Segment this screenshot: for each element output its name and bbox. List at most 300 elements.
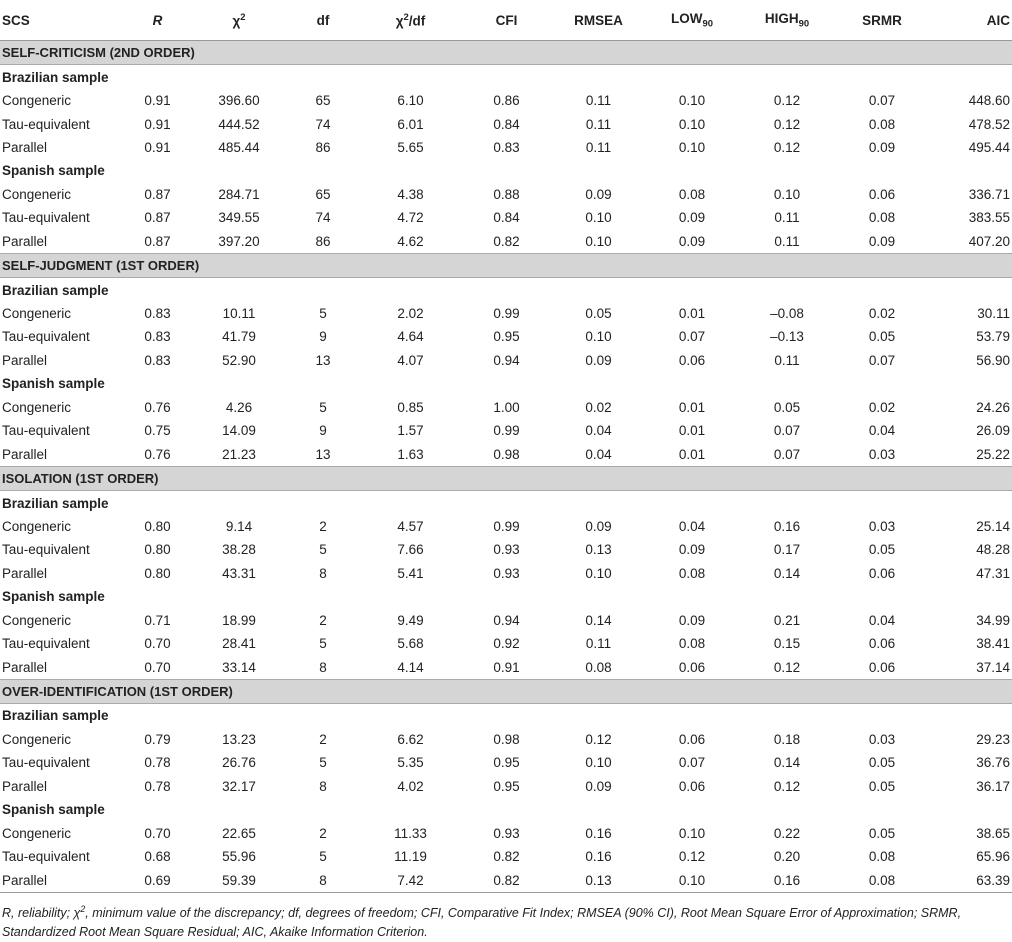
cell-low: 0.08 bbox=[678, 636, 706, 652]
table-row bbox=[0, 206, 1012, 229]
cell-aic: 38.41 bbox=[976, 636, 1010, 652]
cell-rmsea: 0.02 bbox=[585, 399, 612, 415]
cell-rmsea: 0.11 bbox=[585, 116, 612, 132]
cell-chi2df: 1.63 bbox=[397, 446, 424, 462]
sample-title: Spanish sample bbox=[2, 376, 105, 392]
cell-df: 9 bbox=[319, 329, 327, 345]
cell-r: 0.80 bbox=[144, 542, 171, 558]
col-chi2-df: $\chi^2/df$ bbox=[353, 0, 468, 41]
cell-df: 5 bbox=[319, 636, 327, 652]
cell-chi2df: 11.19 bbox=[394, 849, 427, 865]
model-name-cell: Tau-equivalent bbox=[2, 423, 90, 439]
cell-aic: 36.17 bbox=[976, 778, 1010, 794]
cell-srmr: 0.04 bbox=[868, 612, 896, 628]
col-cfi: CFI bbox=[468, 0, 545, 41]
cell-srmr: 0.05 bbox=[868, 778, 896, 794]
col-aic: AIC bbox=[922, 0, 1012, 41]
cell-df: 5 bbox=[319, 399, 327, 415]
cell-r: 0.68 bbox=[144, 849, 171, 865]
cell-r: 0.83 bbox=[144, 329, 171, 345]
model-name-cell: Parallel bbox=[2, 778, 48, 794]
sample-title: Brazilian sample bbox=[2, 282, 109, 298]
section-header-row bbox=[0, 466, 1012, 490]
cell-srmr: 0.05 bbox=[868, 825, 896, 841]
table-row bbox=[0, 89, 1012, 112]
cell-rmsea: 0.10 bbox=[585, 755, 612, 771]
cell-low: 0.10 bbox=[652, 868, 732, 892]
cell-chi2: 38.28 bbox=[222, 542, 256, 558]
cell-chi2df: 4.38 bbox=[397, 186, 424, 202]
cell-low: 0.09 bbox=[678, 542, 706, 558]
cell-low: 0.06 bbox=[678, 659, 706, 675]
cell-chi2: 41.79 bbox=[222, 329, 256, 345]
cell-low: 0.06 bbox=[678, 731, 706, 747]
sample-title: Spanish sample bbox=[2, 802, 105, 818]
cell-aic: 65.96 bbox=[976, 849, 1010, 865]
cell-high: 0.10 bbox=[773, 186, 801, 202]
cell-aic: 448.60 bbox=[968, 93, 1010, 109]
cell-rmsea: 0.14 bbox=[585, 612, 612, 628]
cell-aic: 37.14 bbox=[976, 659, 1010, 675]
cell-srmr: 0.07 bbox=[868, 93, 896, 109]
model-name-cell: Parallel bbox=[2, 446, 48, 462]
table-footnote: R, reliability; $\chi^2$, minimum value of the discrepancy; df, degrees of freedom; CFI, Comparative Fit Index; RMSEA (90% CI), Root Mean Square Error of Approximation; SRMR, Standardized Root Mean Square Residual; AIC, Akaike Information Criterion. bbox=[2, 903, 962, 939]
cell-chi2: 21.23 bbox=[222, 446, 256, 462]
model-name-cell: Congeneric bbox=[2, 518, 72, 534]
col-r: R bbox=[130, 0, 185, 41]
cell-low: 0.09 bbox=[678, 612, 706, 628]
cell-r: 0.71 bbox=[144, 612, 171, 628]
cell-low: 0.12 bbox=[678, 849, 706, 865]
cell-cfi: 0.86 bbox=[493, 93, 520, 109]
cell-low: 0.01 bbox=[678, 399, 706, 415]
cell-chi2df: 7.42 bbox=[353, 868, 468, 892]
cell-chi2df: 6.10 bbox=[397, 93, 424, 109]
cell-high: 0.14 bbox=[773, 755, 801, 771]
cell-r: 0.78 bbox=[144, 755, 171, 771]
cell-high: 0.11 bbox=[774, 233, 800, 249]
cell-cfi: 0.91 bbox=[493, 659, 520, 675]
cell-srmr: 0.08 bbox=[868, 849, 896, 865]
cell-cfi: 0.95 bbox=[493, 329, 520, 345]
cell-low: 0.04 bbox=[678, 518, 706, 534]
cell-chi2: 32.17 bbox=[222, 778, 256, 794]
cell-aic: 48.28 bbox=[976, 542, 1010, 558]
cell-chi2df: 1.57 bbox=[397, 423, 424, 439]
cell-high: –0.08 bbox=[770, 306, 804, 322]
model-name-cell: Congeneric bbox=[2, 731, 72, 747]
sample-title: Brazilian sample bbox=[2, 69, 109, 85]
cell-low: 0.06 bbox=[678, 778, 706, 794]
cell-chi2: 28.41 bbox=[222, 636, 256, 652]
cell-rmsea: 0.10 bbox=[585, 565, 612, 581]
cell-r: 0.76 bbox=[144, 399, 171, 415]
cell-rmsea: 0.12 bbox=[585, 731, 612, 747]
cell-df: 8 bbox=[319, 778, 327, 794]
cell-r: 0.70 bbox=[144, 659, 171, 675]
cell-chi2: 9.14 bbox=[225, 518, 253, 534]
cell-chi2: 22.65 bbox=[222, 825, 256, 841]
cell-rmsea: 0.04 bbox=[585, 446, 612, 462]
cell-cfi: 0.88 bbox=[493, 186, 520, 202]
cell-srmr: 0.05 bbox=[868, 755, 896, 771]
table-row bbox=[0, 136, 1012, 159]
cell-df: 5 bbox=[319, 755, 327, 771]
cell-chi2: 55.96 bbox=[222, 849, 256, 865]
table-row bbox=[0, 845, 1012, 868]
cell-aic: 383.55 bbox=[968, 210, 1010, 226]
cell-df: 65 bbox=[315, 93, 331, 109]
cell-df: 65 bbox=[315, 186, 331, 202]
cell-low: 0.01 bbox=[678, 306, 706, 322]
table-row bbox=[0, 349, 1012, 372]
cell-high: 0.16 bbox=[732, 868, 842, 892]
table-row bbox=[0, 396, 1012, 419]
col-high90: $HIGH_{90}$ bbox=[732, 0, 842, 41]
cell-r: 0.76 bbox=[144, 446, 171, 462]
cell-rmsea: 0.16 bbox=[585, 825, 612, 841]
cell-cfi: 0.82 bbox=[493, 233, 520, 249]
sample-header-row bbox=[0, 585, 1012, 608]
table-row bbox=[0, 751, 1012, 774]
section-title: SELF-CRITICISM (2ND ORDER) bbox=[0, 41, 1012, 65]
cell-srmr: 0.08 bbox=[842, 868, 922, 892]
cell-r: 0.70 bbox=[144, 636, 171, 652]
cell-high: –0.13 bbox=[770, 329, 804, 345]
cell-chi2: 284.71 bbox=[218, 186, 260, 202]
cell-low: 0.09 bbox=[678, 210, 706, 226]
cell-chi2: 485.44 bbox=[218, 139, 260, 155]
cell-aic: 34.99 bbox=[976, 612, 1010, 628]
cell-chi2: 26.76 bbox=[222, 755, 256, 771]
cell-df: 13 bbox=[315, 446, 331, 462]
cell-low: 0.10 bbox=[678, 93, 706, 109]
cell-chi2: 13.23 bbox=[222, 731, 256, 747]
cell-df: 2 bbox=[319, 518, 327, 534]
cell-chi2: 4.26 bbox=[225, 399, 253, 415]
cell-aic: 495.44 bbox=[968, 139, 1010, 155]
cell-chi2df: 7.66 bbox=[397, 542, 424, 558]
cell-chi2: 14.09 bbox=[222, 423, 256, 439]
cell-low: 0.10 bbox=[678, 139, 706, 155]
cell-r: 0.91 bbox=[144, 116, 171, 132]
table-row bbox=[0, 868, 1012, 892]
cell-cfi: 0.92 bbox=[493, 636, 520, 652]
cell-df: 8 bbox=[319, 565, 327, 581]
cell-rmsea: 0.10 bbox=[585, 329, 612, 345]
cell-rmsea: 0.09 bbox=[585, 518, 612, 534]
cell-rmsea: 0.13 bbox=[545, 868, 652, 892]
sample-header-row bbox=[0, 65, 1012, 89]
cell-cfi: 0.93 bbox=[493, 542, 520, 558]
cell-rmsea: 0.11 bbox=[585, 636, 612, 652]
cell-aic: 63.39 bbox=[922, 868, 1012, 892]
sample-header-row bbox=[0, 704, 1012, 728]
cell-df: 5 bbox=[319, 849, 327, 865]
cell-chi2df: 4.64 bbox=[397, 329, 424, 345]
table-row bbox=[0, 562, 1012, 585]
col-chi2: $\chi^2$ bbox=[185, 0, 293, 41]
cell-rmsea: 0.09 bbox=[585, 352, 612, 368]
col-df: df bbox=[293, 0, 353, 41]
col-rmsea: RMSEA bbox=[545, 0, 652, 41]
cell-chi2df: 4.72 bbox=[397, 210, 424, 226]
cell-aic: 24.26 bbox=[976, 399, 1010, 415]
table-row bbox=[0, 775, 1012, 798]
cell-high: 0.12 bbox=[773, 116, 801, 132]
sample-header-row bbox=[0, 159, 1012, 182]
sample-header-row bbox=[0, 372, 1012, 395]
cell-high: 0.18 bbox=[773, 731, 801, 747]
cell-rmsea: 0.05 bbox=[585, 306, 612, 322]
cell-high: 0.20 bbox=[773, 849, 801, 865]
cell-low: 0.10 bbox=[678, 825, 706, 841]
sample-title: Spanish sample bbox=[2, 163, 105, 179]
sample-header-row bbox=[0, 491, 1012, 515]
cell-low: 0.08 bbox=[678, 186, 706, 202]
model-name-cell: Congeneric bbox=[2, 306, 72, 322]
cell-cfi: 0.99 bbox=[493, 306, 520, 322]
cell-df: 74 bbox=[315, 210, 331, 226]
cell-r: 0.91 bbox=[144, 139, 171, 155]
model-name-cell: Congeneric bbox=[2, 825, 72, 841]
cell-chi2: 444.52 bbox=[218, 116, 260, 132]
cell-srmr: 0.03 bbox=[868, 446, 896, 462]
cell-srmr: 0.09 bbox=[868, 139, 896, 155]
model-name-cell: Tau-equivalent bbox=[2, 542, 90, 558]
cell-high: 0.12 bbox=[773, 778, 801, 794]
cell-rmsea: 0.13 bbox=[585, 542, 612, 558]
cell-high: 0.16 bbox=[773, 518, 801, 534]
cell-chi2df: 0.85 bbox=[397, 399, 424, 415]
cell-cfi: 1.00 bbox=[493, 399, 520, 415]
cell-aic: 407.20 bbox=[968, 233, 1010, 249]
cell-aic: 25.14 bbox=[976, 518, 1010, 534]
cell-chi2: 349.55 bbox=[218, 210, 260, 226]
cell-df: 5 bbox=[319, 542, 327, 558]
cell-r: 0.70 bbox=[144, 825, 171, 841]
col-scs: SCS bbox=[0, 0, 130, 41]
cell-cfi: 0.93 bbox=[493, 825, 520, 841]
cell-chi2df: 2.02 bbox=[397, 306, 424, 322]
header-row bbox=[0, 0, 1012, 41]
cell-rmsea: 0.10 bbox=[585, 233, 612, 249]
model-name-cell: Congeneric bbox=[2, 399, 72, 415]
cell-high: 0.11 bbox=[774, 352, 800, 368]
col-srmr: SRMR bbox=[842, 0, 922, 41]
table-row bbox=[0, 655, 1012, 679]
cell-srmr: 0.06 bbox=[868, 659, 896, 675]
cell-chi2df: 11.33 bbox=[394, 825, 427, 841]
cell-high: 0.21 bbox=[773, 612, 801, 628]
table-row bbox=[0, 609, 1012, 632]
cell-srmr: 0.08 bbox=[868, 210, 896, 226]
cell-low: 0.10 bbox=[678, 116, 706, 132]
cell-low: 0.06 bbox=[678, 352, 706, 368]
cell-srmr: 0.05 bbox=[868, 542, 896, 558]
cell-high: 0.12 bbox=[773, 139, 801, 155]
model-name-cell: Congeneric bbox=[2, 93, 72, 109]
cell-cfi: 0.84 bbox=[493, 116, 520, 132]
cell-df: 8 bbox=[319, 659, 327, 675]
cell-cfi: 0.99 bbox=[493, 518, 520, 534]
section-header-row bbox=[0, 253, 1012, 277]
cell-chi2df: 4.14 bbox=[397, 659, 424, 675]
cell-df: 8 bbox=[293, 868, 353, 892]
cell-r: 0.83 bbox=[144, 306, 171, 322]
cell-cfi: 0.82 bbox=[468, 868, 545, 892]
sample-title: Brazilian sample bbox=[2, 708, 109, 724]
cell-srmr: 0.09 bbox=[868, 233, 896, 249]
cell-cfi: 0.98 bbox=[493, 446, 520, 462]
table-row bbox=[0, 632, 1012, 655]
section-title: SELF-JUDGMENT (1ST ORDER) bbox=[0, 253, 1012, 277]
cell-cfi: 0.95 bbox=[493, 778, 520, 794]
model-name-cell: Congeneric bbox=[2, 612, 72, 628]
section-header-row bbox=[0, 679, 1012, 703]
cell-chi2: 397.20 bbox=[218, 233, 260, 249]
cell-aic: 25.22 bbox=[976, 446, 1010, 462]
cell-chi2df: 6.62 bbox=[397, 731, 424, 747]
cell-df: 2 bbox=[319, 825, 327, 841]
sample-header-row bbox=[0, 278, 1012, 302]
cell-aic: 53.79 bbox=[976, 329, 1010, 345]
model-name-cell: Tau-equivalent bbox=[2, 755, 90, 771]
cell-chi2: 52.90 bbox=[222, 352, 256, 368]
cell-df: 13 bbox=[315, 352, 331, 368]
cell-high: 0.07 bbox=[773, 423, 801, 439]
cell-srmr: 0.04 bbox=[868, 423, 896, 439]
table-row bbox=[0, 230, 1012, 254]
cell-srmr: 0.06 bbox=[868, 565, 896, 581]
cell-high: 0.12 bbox=[773, 659, 801, 675]
sample-header-row bbox=[0, 798, 1012, 821]
table-row bbox=[0, 538, 1012, 561]
cell-df: 2 bbox=[319, 612, 327, 628]
cell-chi2df: 4.02 bbox=[397, 778, 424, 794]
cell-high: 0.11 bbox=[774, 210, 800, 226]
cell-cfi: 0.94 bbox=[493, 612, 520, 628]
cell-srmr: 0.06 bbox=[868, 636, 896, 652]
cell-low: 0.09 bbox=[678, 233, 706, 249]
cell-cfi: 0.82 bbox=[493, 849, 520, 865]
cell-low: 0.07 bbox=[678, 329, 706, 345]
cell-low: 0.07 bbox=[678, 755, 706, 771]
cell-chi2df: 5.65 bbox=[397, 139, 424, 155]
cell-cfi: 0.95 bbox=[493, 755, 520, 771]
cell-aic: 30.11 bbox=[977, 306, 1010, 322]
model-name-cell: Parallel bbox=[2, 565, 48, 581]
cell-df: 2 bbox=[319, 731, 327, 747]
cell-df: 86 bbox=[315, 139, 331, 155]
section-title: OVER-IDENTIFICATION (1ST ORDER) bbox=[0, 679, 1012, 703]
section-header-row bbox=[0, 41, 1012, 65]
cell-chi2df: 9.49 bbox=[397, 612, 424, 628]
cell-chi2df: 5.35 bbox=[397, 755, 424, 771]
cell-rmsea: 0.11 bbox=[585, 93, 612, 109]
sample-title: Spanish sample bbox=[2, 589, 105, 605]
cell-high: 0.22 bbox=[773, 825, 801, 841]
cell-aic: 56.90 bbox=[976, 352, 1010, 368]
cell-srmr: 0.07 bbox=[868, 352, 896, 368]
cell-r: 0.80 bbox=[144, 518, 171, 534]
table-row bbox=[0, 112, 1012, 135]
cell-rmsea: 0.16 bbox=[585, 849, 612, 865]
cell-r: 0.83 bbox=[144, 352, 171, 368]
cell-high: 0.17 bbox=[773, 542, 801, 558]
cell-chi2: 59.39 bbox=[185, 868, 293, 892]
model-name-cell: Congeneric bbox=[2, 186, 72, 202]
cell-r: 0.91 bbox=[144, 93, 171, 109]
sample-title: Brazilian sample bbox=[2, 495, 109, 511]
cell-r: 0.80 bbox=[144, 565, 171, 581]
model-name-cell: Parallel bbox=[2, 139, 48, 155]
cell-chi2df: 4.07 bbox=[397, 352, 424, 368]
model-name-cell: Tau-equivalent bbox=[2, 116, 90, 132]
cell-r: 0.75 bbox=[144, 423, 171, 439]
cell-srmr: 0.06 bbox=[868, 186, 896, 202]
model-name-cell: Parallel bbox=[0, 868, 130, 892]
cell-chi2df: 4.62 bbox=[397, 233, 424, 249]
cell-cfi: 0.83 bbox=[493, 139, 520, 155]
cell-r: 0.69 bbox=[130, 868, 185, 892]
cell-chi2: 33.14 bbox=[222, 659, 256, 675]
cell-chi2: 43.31 bbox=[222, 565, 256, 581]
cell-aic: 47.31 bbox=[976, 565, 1010, 581]
cell-chi2: 18.99 bbox=[222, 612, 256, 628]
cell-low: 0.01 bbox=[678, 446, 706, 462]
model-name-cell: Parallel bbox=[2, 233, 48, 249]
cell-srmr: 0.03 bbox=[868, 518, 896, 534]
cell-chi2df: 5.41 bbox=[397, 565, 424, 581]
cell-rmsea: 0.10 bbox=[585, 210, 612, 226]
cell-high: 0.12 bbox=[773, 93, 801, 109]
cell-cfi: 0.93 bbox=[493, 565, 520, 581]
cell-aic: 38.65 bbox=[976, 825, 1010, 841]
cell-high: 0.05 bbox=[773, 399, 801, 415]
cell-chi2df: 4.57 bbox=[397, 518, 424, 534]
cell-rmsea: 0.09 bbox=[585, 186, 612, 202]
table-row bbox=[0, 419, 1012, 442]
cell-rmsea: 0.11 bbox=[585, 139, 612, 155]
table-row bbox=[0, 515, 1012, 538]
cell-srmr: 0.08 bbox=[868, 116, 896, 132]
cell-r: 0.87 bbox=[144, 186, 171, 202]
cell-cfi: 0.99 bbox=[493, 423, 520, 439]
cell-chi2df: 6.01 bbox=[397, 116, 424, 132]
section-title: ISOLATION (1ST ORDER) bbox=[0, 466, 1012, 490]
cell-r: 0.87 bbox=[144, 210, 171, 226]
cell-df: 74 bbox=[315, 116, 331, 132]
cell-high: 0.15 bbox=[773, 636, 801, 652]
cell-aic: 336.71 bbox=[968, 186, 1010, 202]
table-row bbox=[0, 302, 1012, 325]
cell-srmr: 0.03 bbox=[868, 731, 896, 747]
cell-rmsea: 0.09 bbox=[585, 778, 612, 794]
cell-rmsea: 0.04 bbox=[585, 423, 612, 439]
cell-high: 0.07 bbox=[773, 446, 801, 462]
table-row bbox=[0, 821, 1012, 844]
table-row bbox=[0, 325, 1012, 348]
cell-high: 0.14 bbox=[773, 565, 801, 581]
cell-aic: 29.23 bbox=[976, 731, 1010, 747]
cell-df: 9 bbox=[319, 423, 327, 439]
cell-low: 0.08 bbox=[678, 565, 706, 581]
cell-r: 0.78 bbox=[144, 778, 171, 794]
cell-aic: 36.76 bbox=[976, 755, 1010, 771]
cell-rmsea: 0.08 bbox=[585, 659, 612, 675]
cell-cfi: 0.84 bbox=[493, 210, 520, 226]
